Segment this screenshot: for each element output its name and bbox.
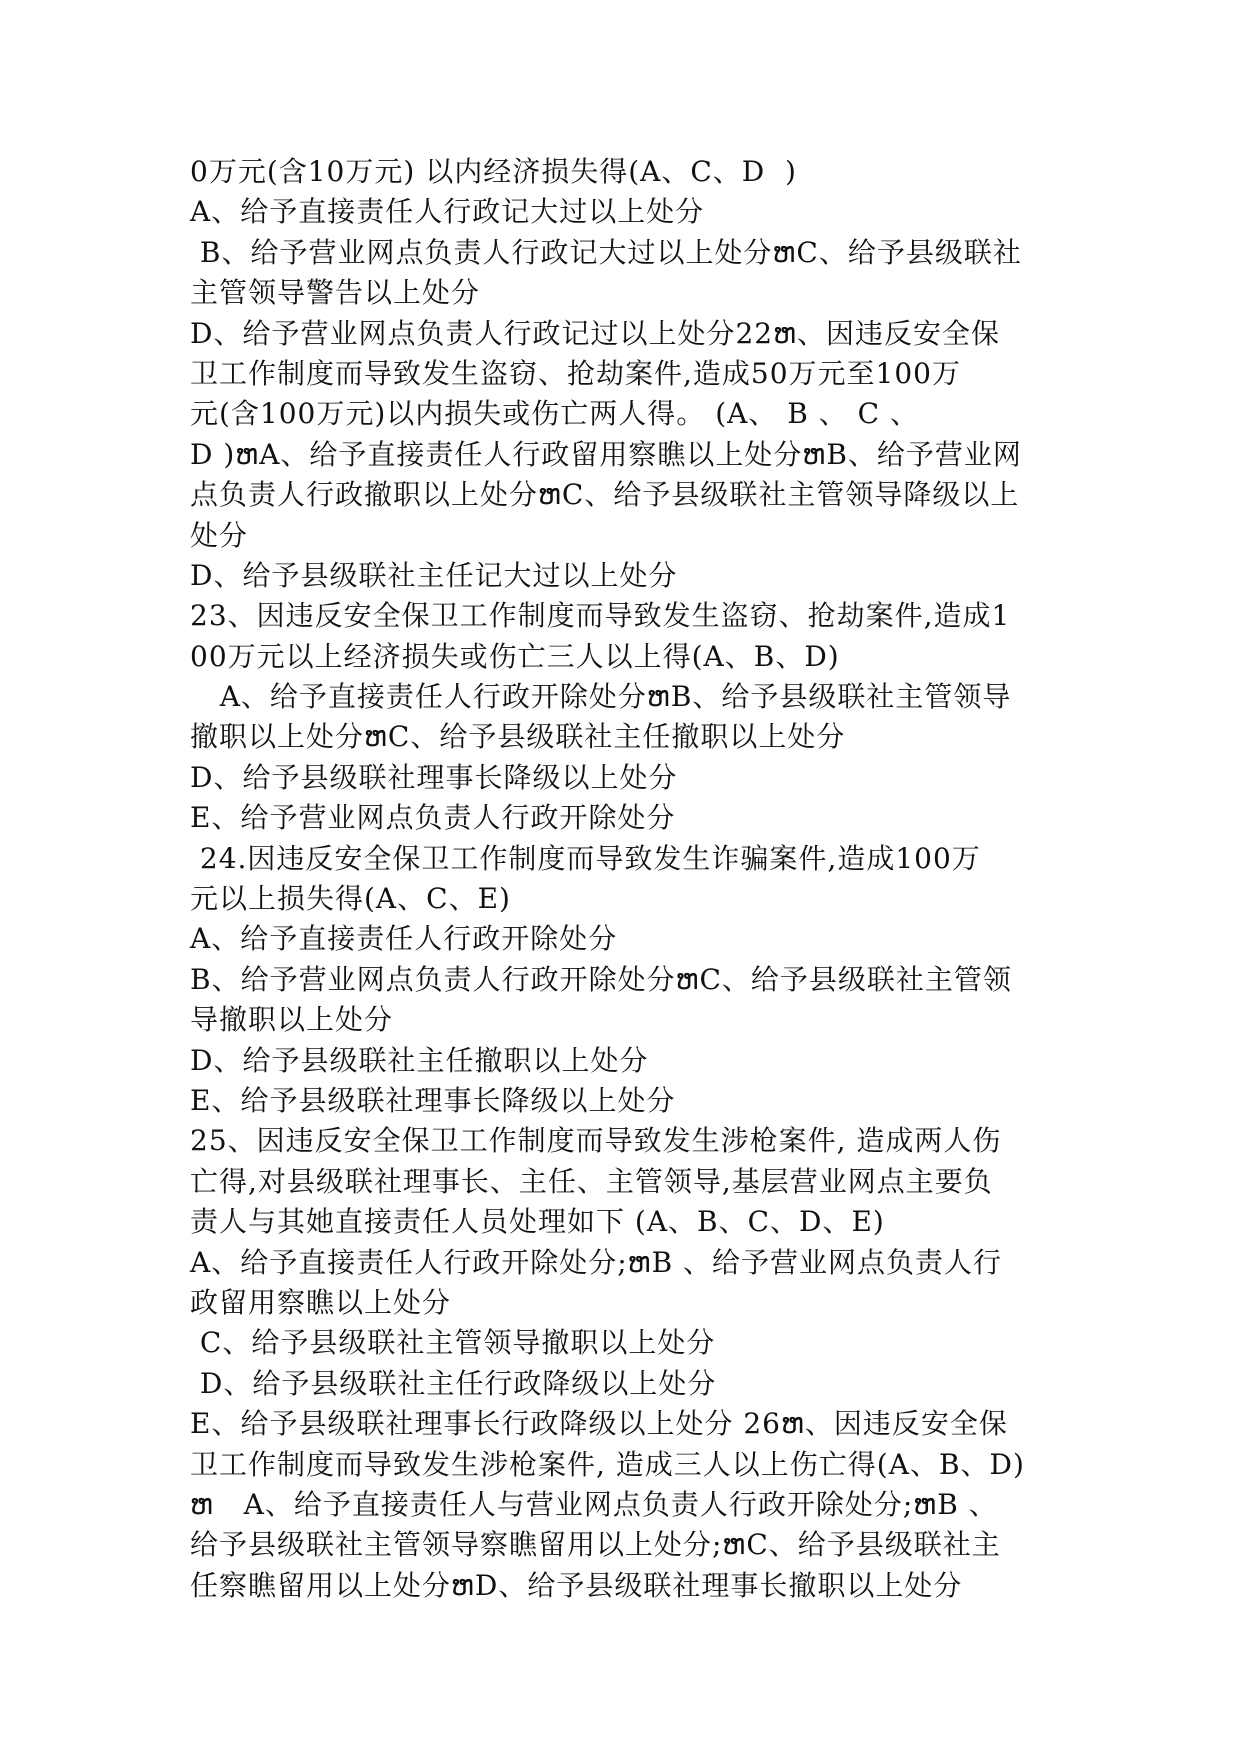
text-line: 责人与其她直接责任人员处理如下 (A、B、C、D、E) <box>190 1205 885 1239</box>
text-line: 卫工作制度而导致发生盗窃、抢劫案件,造成50万元至100万 <box>190 356 961 390</box>
text-line: E、给予县级联社理事长行政降级以上处分 26ຫ、因违反安全保 <box>190 1407 1008 1441</box>
text-line: D、给予营业网点负责人行政记过以上处分22ຫ、因违反安全保 <box>190 316 1001 350</box>
text-line: 主管领导警告以上处分 <box>190 276 481 310</box>
text-line: 给予县级联社主管领导察瞧留用以上处分;ຫC、给予县级联社主 <box>190 1528 1001 1562</box>
text-line: 0万元(含10万元) 以内经济损失得(A、C、D ) <box>190 155 797 188</box>
text-line: 撤职以上处分ຫC、给予县级联社主任撤职以上处分 <box>190 720 846 754</box>
text-line: D、给予县级联社主任行政降级以上处分 <box>190 1366 717 1400</box>
document-body <box>190 152 1070 1606</box>
text-line: B、给予营业网点负责人行政记大过以上处分ຫC、给予县级联社 <box>190 235 1022 269</box>
text-line: E、给予营业网点负责人行政开除处分 <box>190 801 676 835</box>
text-line: 任察瞧留用以上处分ຫD、给予县级联社理事长撤职以上处分 <box>190 1568 963 1602</box>
text-line: D、给予县级联社主任撤职以上处分 <box>190 1043 649 1077</box>
text-line: 24.因违反安全保卫工作制度而导致发生诈骗案件,造成100万 <box>190 841 981 875</box>
text-line: 政留用察瞧以上处分 <box>190 1285 452 1319</box>
text-line: 25、因违反安全保卫工作制度而导致发生涉枪案件, 造成两人伤 <box>190 1124 1002 1158</box>
text-line: 导撤职以上处分 <box>190 1003 394 1037</box>
text-line: 亡得,对县级联社理事长、主任、主管领导,基层营业网点主要负 <box>190 1164 993 1198</box>
text-line: A、给予直接责任人行政开除处分;ຫB 、给予营业网点负责人行 <box>190 1245 1003 1279</box>
text-line: B、给予营业网点负责人行政开除处分ຫC、给予县级联社主管领 <box>190 962 1012 996</box>
text-line: ຫ A、给予直接责任人与营业网点负责人行政开除处分;ຫB 、 <box>190 1487 998 1521</box>
text-line: D )ຫA、给予直接责任人行政留用察瞧以上处分ຫB、给予营业网 <box>190 437 1022 471</box>
text-line: 处分 <box>190 518 249 552</box>
text-line: 00万元以上经济损失或伤亡三人以上得(A、B、D) <box>190 639 840 673</box>
text-line: 卫工作制度而导致发生涉枪案件, 造成三人以上伤亡得(A、B、D) <box>190 1447 1025 1481</box>
text-line: 23、因违反安全保卫工作制度而导致发生盗窃、抢劫案件,造成1 <box>190 599 1011 633</box>
text-line: A、给予直接责任人行政开除处分ຫB、给予县级联社主管领导 <box>190 680 1012 714</box>
text-line: 元(含100万元)以内损失或伤亡两人得。 (A、 B 、 C 、 <box>190 397 919 431</box>
text-line: A、给予直接责任人行政开除处分 <box>190 922 618 956</box>
text-line: D、给予县级联社理事长降级以上处分 <box>190 760 678 794</box>
text-line: E、给予县级联社理事长降级以上处分 <box>190 1083 676 1117</box>
text-line: 点负责人行政撤职以上处分ຫC、给予县级联社主管领导降级以上 <box>190 478 1020 512</box>
text-line: C、给予县级联社主管领导撤职以上处分 <box>190 1326 716 1360</box>
text-line: D、给予县级联社主任记大过以上处分 <box>190 558 678 592</box>
text-line: A、给予直接责任人行政记大过以上处分 <box>190 195 705 229</box>
text-line: 元以上损失得(A、C、E) <box>190 882 511 916</box>
